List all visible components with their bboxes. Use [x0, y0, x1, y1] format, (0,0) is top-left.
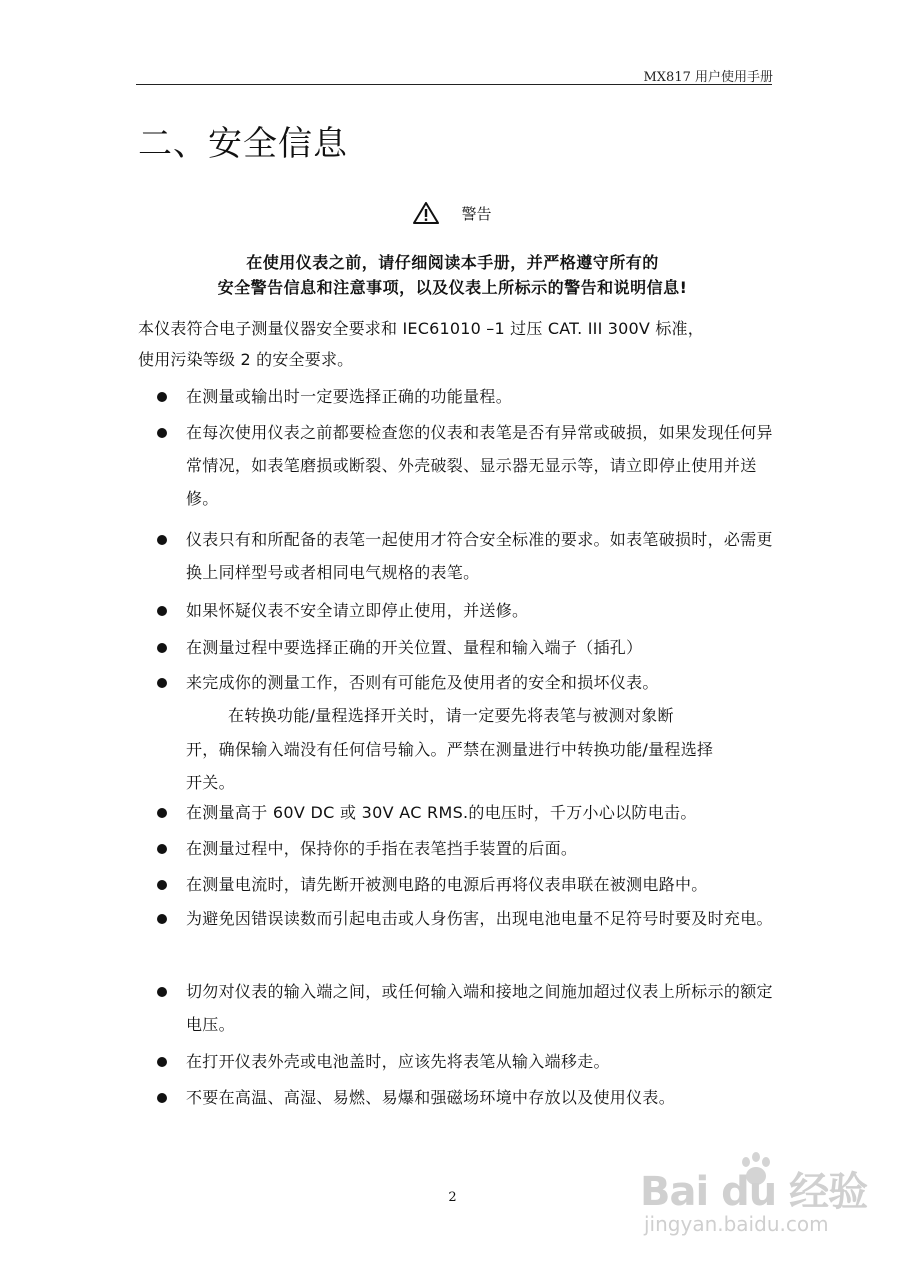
warning-label: 警告	[461, 204, 492, 223]
warning-triangle-icon	[413, 202, 439, 224]
watermark-url: jingyan.baidu.com	[644, 1212, 829, 1236]
list-item-text: 仪表只有和所配备的表笔一起使用才符合安全标准的要求。如表笔破损时，必需更换上同样型号或者相同电气规格的表笔。	[186, 530, 773, 582]
baidu-jingyan-watermark	[640, 1150, 880, 1250]
bullet-dot	[157, 392, 167, 402]
bullet-dot	[157, 808, 167, 818]
bullet-dot	[157, 844, 167, 854]
bullet-dot	[157, 987, 167, 997]
list-item-text: 如果怀疑仪表不安全请立即停止使用，并送修。	[186, 601, 529, 620]
bullet-dot	[157, 880, 167, 890]
list-item-text: 不要在高温、高湿、易燃、易爆和强磁场环境中存放以及使用仪表。	[186, 1088, 676, 1107]
warning-heading	[0, 202, 905, 224]
bullet-dot	[157, 606, 167, 616]
list-item	[186, 868, 776, 901]
list-item-text: 在测量过程中要选择正确的开关位置、量程和输入端子（插孔）	[186, 638, 643, 657]
list-item	[186, 666, 776, 699]
list-item-text: 在每次使用仪表之前都要检查您的仪表和表笔是否有异常或破损，如果发现任何异常情况，如表笔磨损或断裂、外壳破裂、显示器无显示等，请立即停止使用并送修。	[186, 423, 773, 508]
switch-note-line-2: 开，确保输入端没有任何信号输入。严禁在测量进行中转换功能/量程选择	[186, 740, 714, 759]
list-item-text: 为避免因错误读数而引起电击或人身伤害，出现电池电量不足符号时要及时充电。	[186, 909, 773, 928]
bullet-dot	[157, 428, 167, 438]
bullet-dot	[157, 535, 167, 545]
list-item-text: 在测量过程中，保持你的手指在表笔挡手装置的后面。	[186, 839, 578, 858]
list-item-text: 切勿对仪表的输入端之间，或任何输入端和接地之间施加超过仪表上所标示的额定电压。	[186, 982, 773, 1034]
list-item	[186, 523, 776, 589]
bullet-dot	[157, 678, 167, 688]
list-item	[186, 416, 776, 515]
list-item	[186, 796, 776, 829]
list-item	[186, 902, 776, 935]
bullet-dot	[157, 1057, 167, 1067]
bullet-dot	[157, 914, 167, 924]
watermark-brand: Bai du 经验	[640, 1169, 868, 1215]
list-item	[186, 380, 776, 413]
list-item-text: 在测量高于 60V DC 或 30V AC RMS.的电压时，千万小心以防电击。	[186, 803, 697, 822]
list-item	[186, 1045, 776, 1078]
switch-note-line-3: 开关。	[186, 773, 235, 792]
bullet-dot	[157, 1093, 167, 1103]
switch-note-line-1: 在转换功能/量程选择开关时，请一定要先将表笔与被测对象断	[228, 706, 674, 725]
list-item	[186, 975, 776, 1041]
list-item	[186, 832, 776, 865]
list-item-text: 来完成你的测量工作，否则有可能危及使用者的安全和损坏仪表。	[186, 673, 659, 692]
page-number: 2	[448, 1190, 457, 1205]
list-item-text: 在打开仪表外壳或电池盖时，应该先将表笔从输入端移走。	[186, 1052, 610, 1071]
header-divider	[136, 84, 772, 85]
intro-line-2: 使用污染等级 2 的安全要求。	[138, 350, 354, 369]
warning-text-line-1: 在使用仪表之前，请仔细阅读本手册，并严格遵守所有的	[246, 253, 659, 272]
intro-line-1: 本仪表符合电子测量仪器安全要求和 IEC61010 –1 过压 CAT. III 300V 标准，	[138, 319, 704, 338]
manual-header-title: MX817 用户使用手册	[643, 70, 773, 85]
list-item	[186, 594, 776, 627]
list-item	[186, 631, 776, 664]
list-item-text: 在测量或输出时一定要选择正确的功能量程。	[186, 387, 513, 406]
list-item-text: 在测量电流时，请先断开被测电路的电源后再将仪表串联在被测电路中。	[186, 875, 708, 894]
section-title: 二、安全信息	[138, 124, 348, 164]
warning-text-line-2: 安全警告信息和注意事项，以及仪表上所标示的警告和说明信息!	[217, 278, 688, 297]
bullet-dot	[157, 643, 167, 653]
list-item	[186, 1081, 776, 1114]
